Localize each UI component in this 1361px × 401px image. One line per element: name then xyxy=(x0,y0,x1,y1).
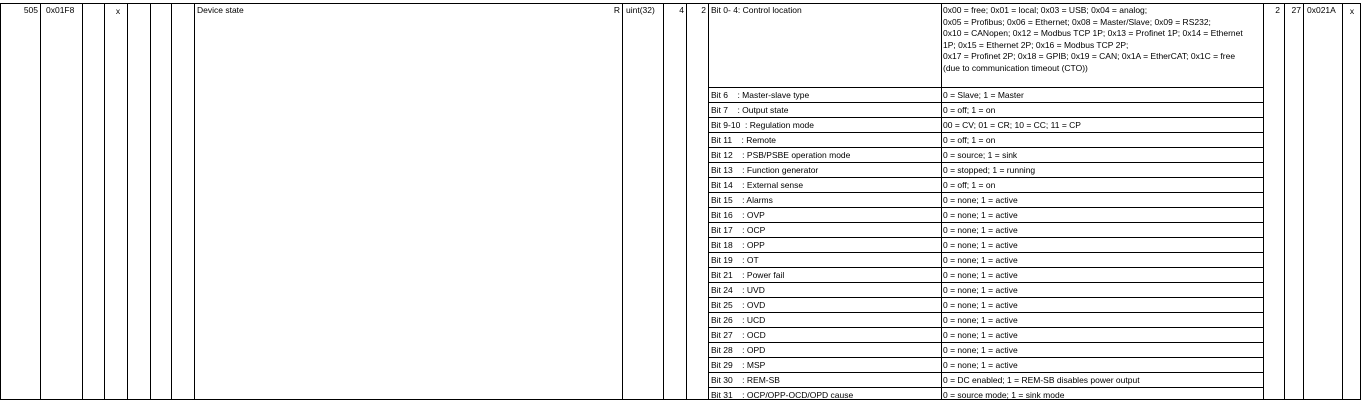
register-address: 0x01F8 xyxy=(46,5,75,15)
grid-line-horizontal xyxy=(708,372,1263,373)
bit-label: Bit 31 : OCP/OPP-OCD/OPD cause xyxy=(711,390,854,400)
data-type: uint(32) xyxy=(626,5,655,15)
control-location-line: 0x05 = Profibus; 0x06 = Ethernet; 0x08 = Master/Slave; 0x09 = RS232; xyxy=(943,16,1211,27)
byte-count: 4 xyxy=(679,5,684,15)
grid-line-horizontal xyxy=(708,312,1263,313)
bit-label: Bit 26 : UCD xyxy=(711,315,766,325)
grid-line-horizontal xyxy=(708,357,1263,358)
bit-label: Bit 7 : Output state xyxy=(711,105,789,115)
grid-line-vertical xyxy=(171,3,172,400)
access-flag: x xyxy=(115,6,121,16)
bit-value: 0 = none; 1 = active xyxy=(943,345,1018,355)
grid-line-horizontal xyxy=(0,3,1361,4)
bit-value: 0 = none; 1 = active xyxy=(943,330,1018,340)
grid-line-horizontal xyxy=(708,267,1263,268)
register-name: Device state xyxy=(197,5,244,15)
bit-value: 0 = none; 1 = active xyxy=(943,240,1018,250)
control-location-bit: Bit 0- 4: Control location xyxy=(711,5,802,15)
grid-line-horizontal xyxy=(708,252,1263,253)
bit-label: Bit 25 : OVD xyxy=(711,300,766,310)
grid-line-vertical xyxy=(1284,3,1285,400)
bit-value: 0 = none; 1 = active xyxy=(943,225,1018,235)
grid-line-horizontal xyxy=(708,387,1263,388)
bit-value: 0 = none; 1 = active xyxy=(943,255,1018,265)
bit-value: 0 = none; 1 = active xyxy=(943,360,1018,370)
bit-label: Bit 14 : External sense xyxy=(711,180,804,190)
grid-line-horizontal xyxy=(708,102,1263,103)
bit-label: Bit 13 : Function generator xyxy=(711,165,819,175)
grid-line-horizontal xyxy=(708,222,1263,223)
bit-value: 00 = CV; 01 = CR; 10 = CC; 11 = CP xyxy=(943,120,1081,130)
bit-value: 0 = none; 1 = active xyxy=(943,270,1018,280)
bit-label: Bit 11 : Remote xyxy=(711,135,777,145)
bit-value: 0 = off; 1 = on xyxy=(943,105,996,115)
grid-line-vertical xyxy=(104,3,105,400)
bit-value: 0 = Slave; 1 = Master xyxy=(943,90,1024,100)
control-location-line: 0x17 = Profinet 2P; 0x18 = GPIB; 0x19 = CAN; 0x1A = EtherCAT; 0x1C = free xyxy=(943,51,1236,61)
grid-line-horizontal xyxy=(708,117,1263,118)
grid-line-vertical xyxy=(82,3,83,400)
bit-value: 0 = off; 1 = on xyxy=(943,180,996,190)
grid-line-vertical xyxy=(194,3,195,400)
grid-line-vertical xyxy=(1303,3,1304,400)
bit-label: Bit 27 : OCD xyxy=(711,330,766,340)
grid-line-horizontal xyxy=(708,147,1263,148)
second-address: 0x021A xyxy=(1307,5,1336,15)
grid-line-vertical xyxy=(941,3,942,400)
grid-line-horizontal xyxy=(708,237,1263,238)
grid-line-horizontal xyxy=(708,192,1263,193)
bit-label: Bit 24 : UVD xyxy=(711,285,765,295)
grid-line-horizontal xyxy=(708,342,1263,343)
bit-label: Bit 30 : REM-SB xyxy=(711,375,780,385)
grid-line-vertical xyxy=(40,3,41,400)
grid-line-vertical xyxy=(127,3,128,400)
bit-value: 0 = DC enabled; 1 = REM-SB disables power output xyxy=(943,375,1140,385)
bit-value: 0 = source mode; 1 = sink mode xyxy=(943,390,1065,400)
bit-label: Bit 21 : Power fail xyxy=(711,270,785,280)
bit-label: Bit 19 : OT xyxy=(711,255,759,265)
access-mode: R xyxy=(613,5,620,15)
bit-value: 0 = none; 1 = active xyxy=(943,300,1018,310)
grid-line-vertical xyxy=(708,3,709,400)
control-location-line: 0x10 = CANopen; 0x12 = Modbus TCP 1P; 0x13 = Profinet 1P; 0x14 = Ethernet xyxy=(943,28,1243,38)
grid-line-horizontal xyxy=(708,327,1263,328)
bit-value: 0 = none; 1 = active xyxy=(943,210,1018,220)
column-a-value: 2 xyxy=(1275,5,1280,15)
bit-label: Bit 18 : OPP xyxy=(711,240,765,250)
bit-label: Bit 15 : Alarms xyxy=(711,195,773,205)
control-location-line: (due to communication timeout (CTO)) xyxy=(943,62,1088,73)
bit-label: Bit 9-10 : Regulation mode xyxy=(711,120,815,130)
grid-line-vertical xyxy=(663,3,664,400)
grid-line-vertical xyxy=(1342,3,1343,400)
grid-line-vertical xyxy=(1263,3,1264,400)
grid-line-horizontal xyxy=(708,162,1263,163)
grid-line-vertical xyxy=(0,3,1,400)
bit-value: 0 = none; 1 = active xyxy=(943,315,1018,325)
bit-label: Bit 29 : MSP xyxy=(711,360,766,370)
grid-line-horizontal xyxy=(0,399,1361,400)
control-location-line: 0x00 = free; 0x01 = local; 0x03 = USB; 0x04 = analog; xyxy=(943,5,1148,15)
grid-line-vertical xyxy=(686,3,687,400)
grid-line-horizontal xyxy=(708,297,1263,298)
grid-line-vertical xyxy=(622,3,623,400)
grid-line-horizontal xyxy=(708,282,1263,283)
grid-line-horizontal xyxy=(708,132,1263,133)
row-number: 505 xyxy=(23,5,38,15)
bit-value: 0 = none; 1 = active xyxy=(943,195,1018,205)
column-b-value: 27 xyxy=(1291,5,1301,15)
bit-label: Bit 12 : PSB/PSBE operation mode xyxy=(711,150,851,160)
bit-label: Bit 6 : Master-slave type xyxy=(711,90,810,100)
bit-label: Bit 16 : OVP xyxy=(711,210,765,220)
control-location-values xyxy=(943,5,1263,74)
bit-value: 0 = source; 1 = sink xyxy=(943,150,1018,160)
register-count: 2 xyxy=(701,5,706,15)
control-location-line: 1P; 0x15 = Ethernet 2P; 0x16 = Modbus TCP 2P; xyxy=(943,39,1129,50)
bit-value: 0 = stopped; 1 = running xyxy=(943,165,1036,175)
bit-label: Bit 28 : OPD xyxy=(711,345,766,355)
grid-line-horizontal xyxy=(708,207,1263,208)
access-flag-2: x xyxy=(1349,6,1355,16)
bit-value: 0 = none; 1 = active xyxy=(943,285,1018,295)
grid-line-horizontal xyxy=(708,177,1263,178)
grid-line-vertical xyxy=(150,3,151,400)
grid-line-horizontal xyxy=(708,87,1263,88)
bit-value: 0 = off; 1 = on xyxy=(943,135,996,145)
bit-label: Bit 17 : OCP xyxy=(711,225,766,235)
